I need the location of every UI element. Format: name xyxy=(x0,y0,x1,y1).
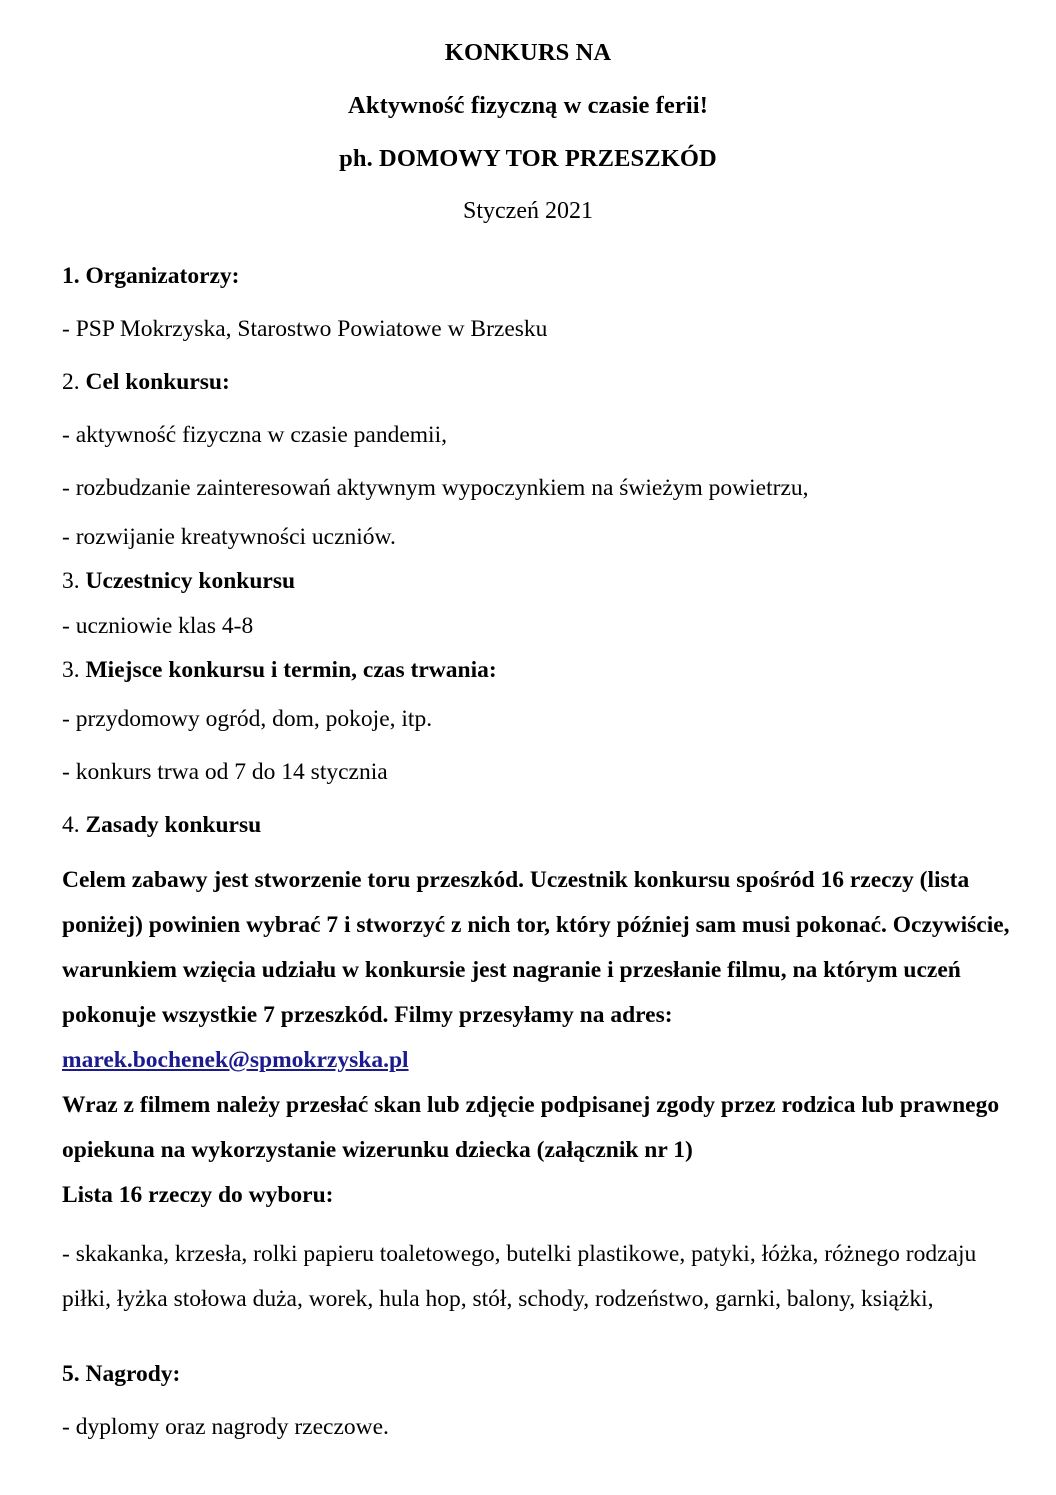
section-title-2: Cel konkursu: xyxy=(85,369,230,395)
document-date: Styczeń 2021 xyxy=(463,198,593,224)
section-number-2: 2. xyxy=(62,369,80,395)
section-number-5: 5. xyxy=(62,1361,80,1387)
page-title-line-3: ph. DOMOWY TOR PRZESZKÓD xyxy=(339,145,717,172)
document-title-block xyxy=(0,0,1056,238)
email-link[interactable]: marek.bochenek@spmokrzyska.pl xyxy=(62,1047,409,1073)
list-item: - rozwijanie kreatywności uczniów. xyxy=(62,524,396,550)
items-list-text: - skakanka, krzesła, rolki papieru toaletowego, butelki plastikowe, patyki, łóżka, różnego rodzaju piłki, łyżka stołowa duża, worek, hula hop, stół, schody, rodzeństwo, garnki, balony, książki, xyxy=(62,1241,977,1312)
rules-paragraph: Celem zabawy jest stworzenie toru przeszkód. Uczestnik konkursu spośród 16 rzeczy (lista poniżej) powinien wybrać 7 i stworzyć z nich tor, który później sam musi pokonać. Oczywiście, warunkiem wzięcia udziału w konkursie jest nagranie i przesłanie filmu, na którym uczeń pokonuje wszystkie 7 przeszkód. Filmy przesyłamy na adres: xyxy=(62,867,1010,1028)
section-title-3a: Uczestnicy konkursu xyxy=(85,568,296,594)
section-title-3b: Miejsce konkursu i termin, czas trwania: xyxy=(85,657,497,683)
page-title-line-1: KONKURS NA xyxy=(444,39,612,66)
spacer xyxy=(62,1218,1018,1232)
list-item: - konkurs trwa od 7 do 14 stycznia xyxy=(62,759,388,785)
section-heading-organizatorzy xyxy=(62,250,1018,303)
section-title-1: Organizatorzy: xyxy=(85,263,240,289)
section-title-5: Nagrody: xyxy=(85,1361,181,1387)
spacer xyxy=(62,1322,1018,1348)
list-item: - uczniowie klas 4-8 xyxy=(62,613,254,639)
list-item: - dyplomy oraz nagrody rzeczowe. xyxy=(62,1414,389,1440)
section-heading-cel-konkursu xyxy=(62,356,1018,409)
section-heading-uczestnicy xyxy=(62,559,1018,604)
section-number-3a: 3. xyxy=(62,568,80,594)
consent-paragraph: Wraz z filmem należy przesłać skan lub zdjęcie podpisanej zgody przez rodzica lub prawnego opiekuna na wykorzystanie wizerunku dziecka (załącznik nr 1) xyxy=(62,1092,1000,1163)
email-line xyxy=(62,1038,1018,1083)
section-number-4: 4. xyxy=(62,812,80,838)
list-item: - przydomowy ogród, dom, pokoje, itp. xyxy=(62,706,433,732)
section-heading-miejsce-konkursu xyxy=(62,648,1018,693)
document-body xyxy=(0,238,1056,1454)
section-heading-zasady-konkursu xyxy=(62,799,1018,852)
items-list-heading: Lista 16 rzeczy do wyboru: xyxy=(62,1182,334,1208)
section-heading-nagrody xyxy=(62,1348,1018,1401)
section-number-3b: 3. xyxy=(62,657,80,683)
section-number-1: 1. xyxy=(62,263,80,289)
section-title-4: Zasady konkursu xyxy=(85,812,262,838)
list-item: - aktywność fizyczna w czasie pandemii, xyxy=(62,422,447,448)
list-item: - PSP Mokrzyska, Starostwo Powiatowe w Brzesku xyxy=(62,316,548,342)
page-title-line-2: Aktywność fizyczną w czasie ferii! xyxy=(348,92,708,119)
list-item: - rozbudzanie zainteresowań aktywnym wypoczynkiem na świeżym powietrzu, xyxy=(62,475,809,501)
